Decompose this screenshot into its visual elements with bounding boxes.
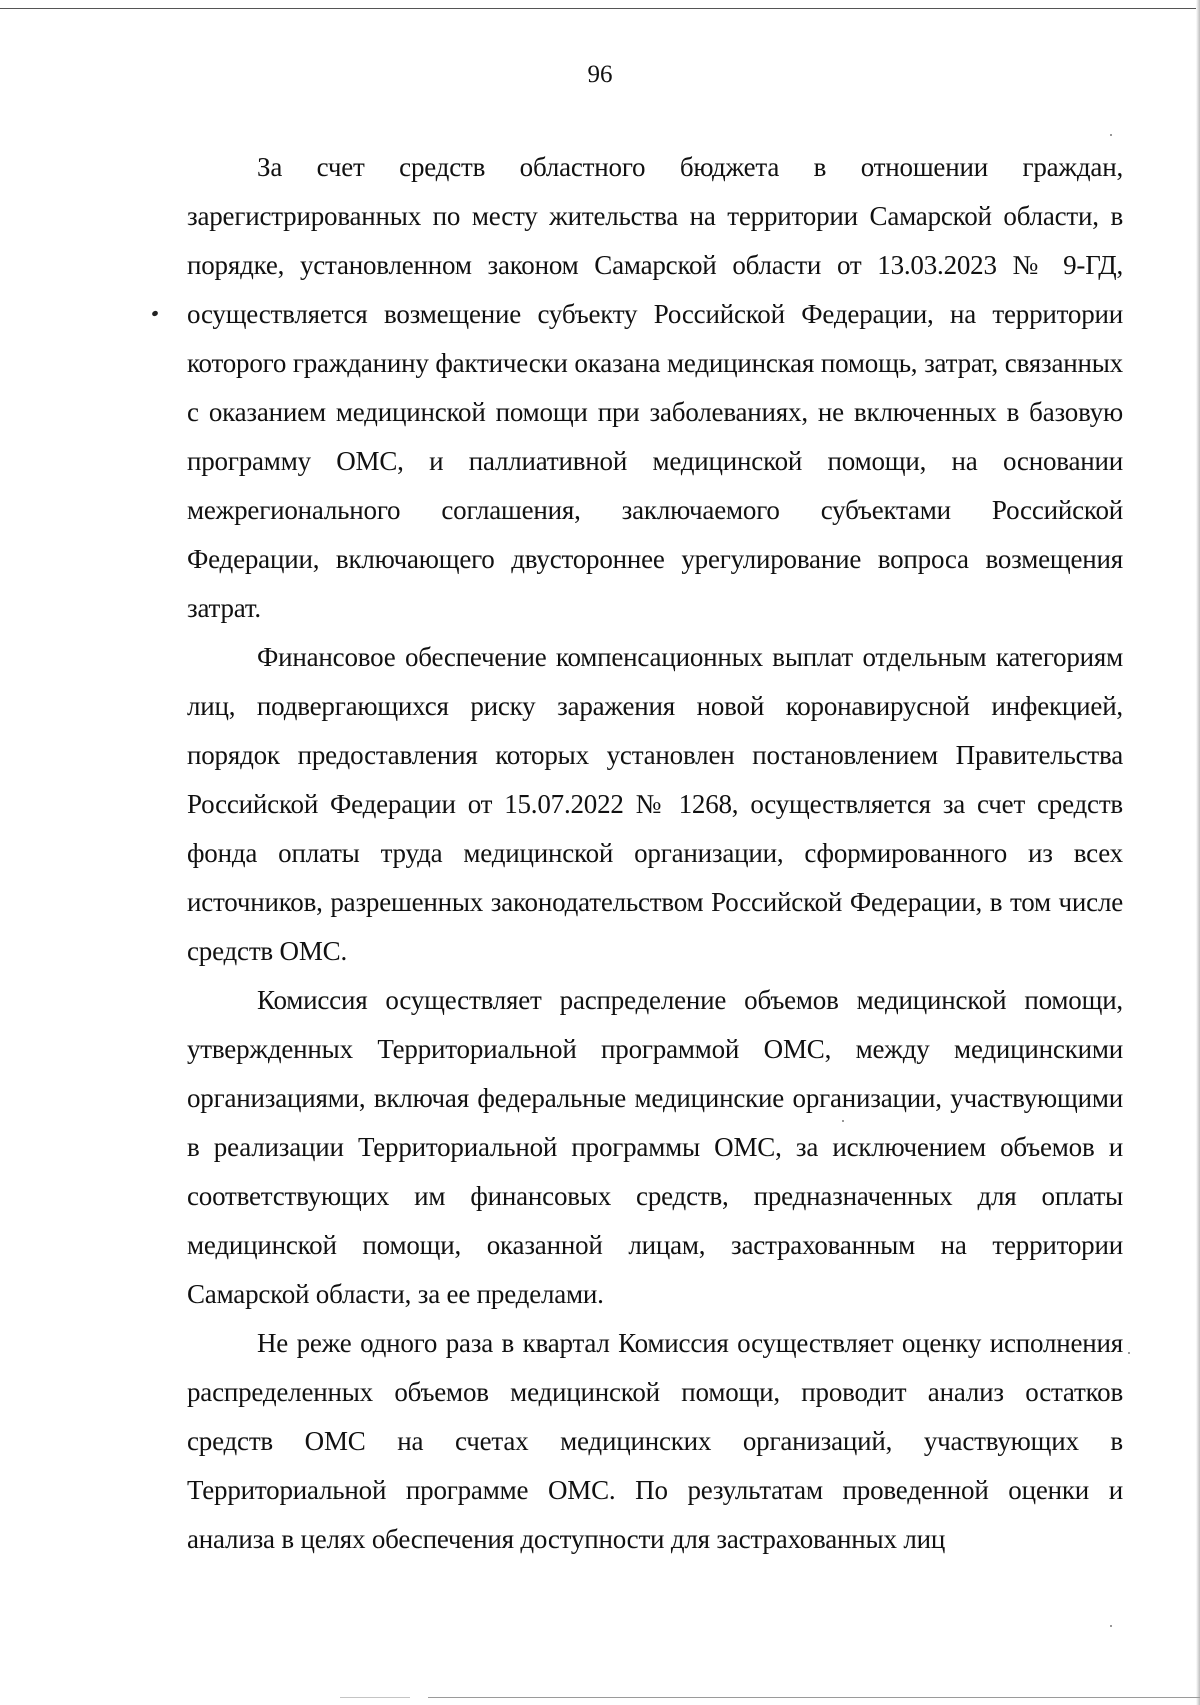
scan-bottom-edge: [428, 1697, 1200, 1698]
margin-mark: [151, 310, 159, 317]
scan-speck: [1110, 1625, 1112, 1627]
scan-speck: [1110, 134, 1112, 136]
paragraph: Комиссия осуществляет распределение объемов медицинской помощи, утвержденных Территориальной программой ОМС, между медицинскими организациями, включая федеральные медицинские организации, участвующими в реализации Территориальной программы ОМС, за исключением объемов и соответствующих им финансовых средств, предназначенных для оплаты медицинской помощи, оказанной лицам, застрахованным на территории Самарской области, за ее пределами.: [187, 985, 1123, 1309]
paragraph: За счет средств областного бюджета в отношении граждан, зарегистрированных по месту жительства на территории Самарской области, в порядке, установленном законом Самарской области от 13.03.2023 № 9-ГД, осуществляется возмещение субъекту Российской Федерации, на территории которого гражданину фактически оказана медицинская помощь, затрат, связанных с оказанием медицинской помощи при заболеваниях, не включенных в базовую программу ОМС, и паллиативной медицинской помощи, на основании межрегионального соглашения, заключаемого субъектами Российской Федерации, включающего двустороннее урегулирование вопроса возмещения затрат.: [187, 152, 1123, 623]
scan-top-edge: [0, 0, 1200, 9]
paragraph: Финансовое обеспечение компенсационных выплат отдельным категориям лиц, подвергающихся риску заражения новой коронавирусной инфекцией, порядок предоставления которых установлен постановлением Правительства Российской Федерации от 15.07.2022 № 1268, осуществляется за счет средств фонда оплаты труда медицинской организации, сформированного из всех источников, разрешенных законодательством Российской Федерации, в том числе средств ОМС.: [187, 642, 1123, 966]
paragraph: Не реже одного раза в квартал Комиссия осуществляет оценку исполнения распределенных объемов медицинской помощи, проводит анализ остатков средств ОМС на счетах медицинских организаций, участвующих в Территориальной программе ОМС. По результатам проведенной оценки и анализа в целях обеспечения доступности для застрахованных лиц: [187, 1328, 1123, 1554]
scan-bottom-edge-faint: [340, 1697, 410, 1698]
page-number: 96: [587, 61, 613, 88]
scan-speck: [1128, 1352, 1130, 1354]
scan-right-edge: [1196, 0, 1200, 1705]
document-body: [187, 143, 1123, 1564]
